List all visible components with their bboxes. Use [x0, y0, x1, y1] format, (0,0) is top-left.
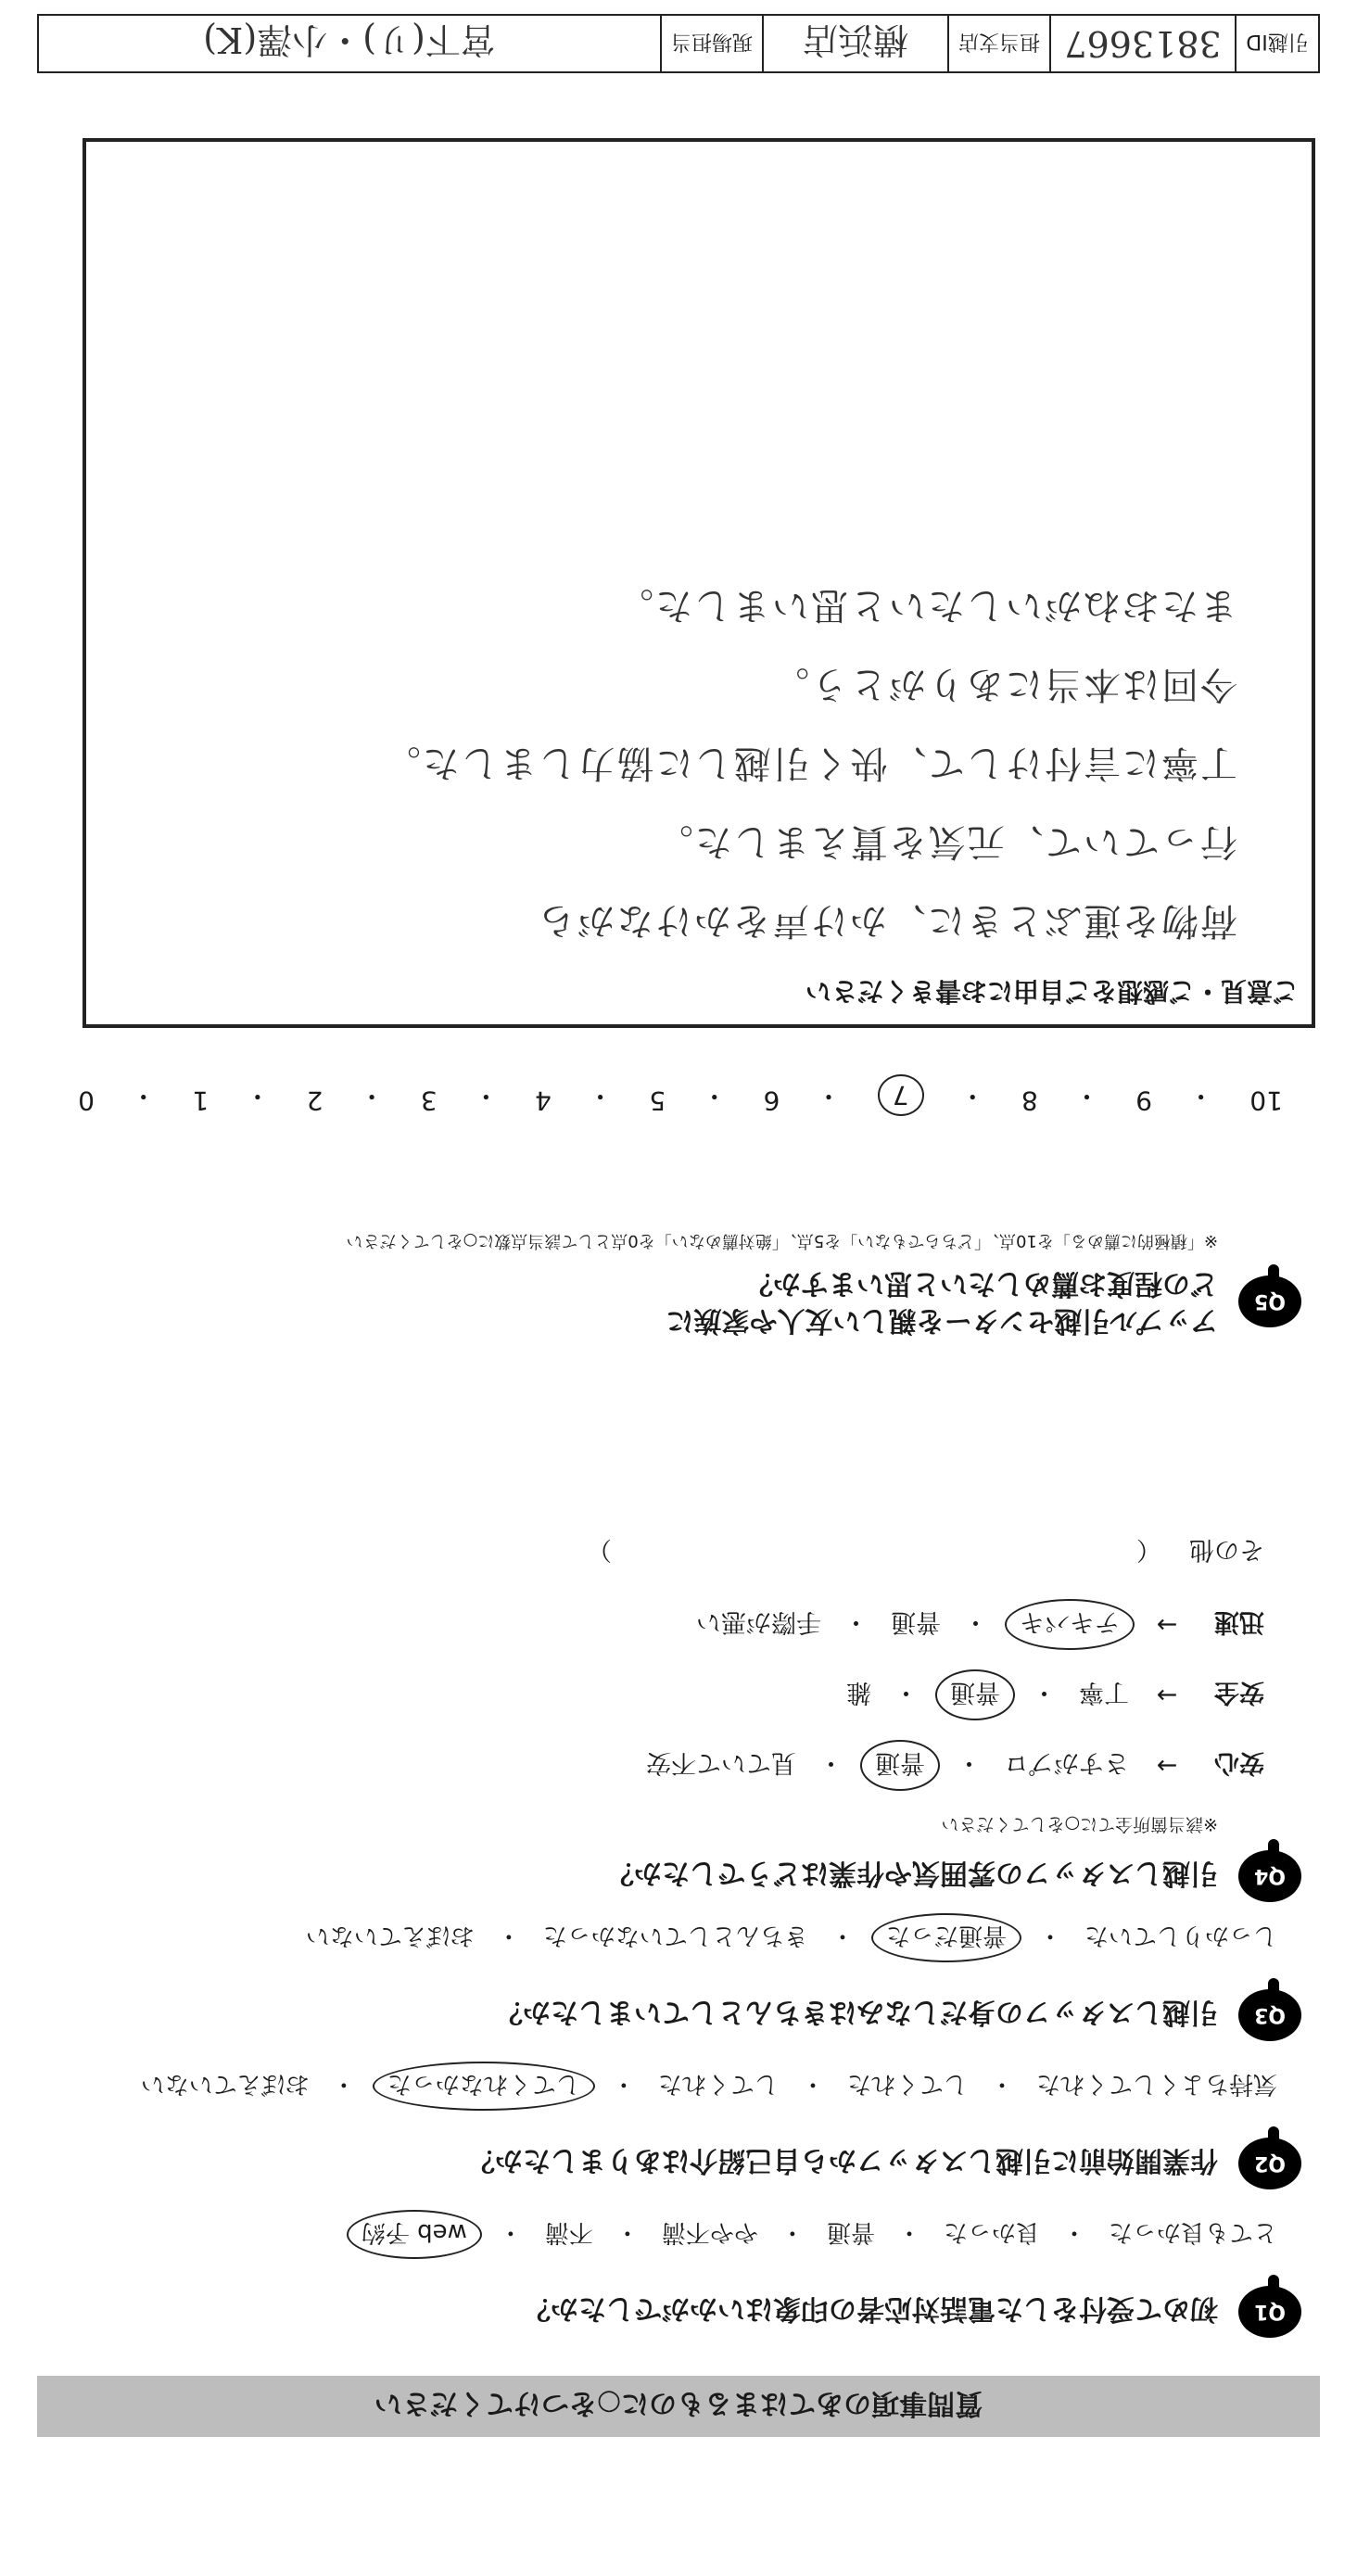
score-9[interactable]: 9 — [1135, 1085, 1152, 1116]
q4-row-label: 安心 — [1214, 1748, 1264, 1778]
q4-badge: Q4 — [1238, 1850, 1301, 1902]
arrow-icon: → — [1156, 1610, 1178, 1640]
q2-text: 作業開始前に引越しスタッフから自己紹介はありましたか？ — [467, 2144, 1218, 2176]
q5-text-line1: アップル引越センターを親しい友人や家族に — [666, 1304, 1218, 1337]
q4-jinsoku-option-2[interactable]: 普通 — [891, 1607, 941, 1637]
question-1 — [59, 2210, 1301, 2344]
question-5 — [59, 1230, 1301, 1343]
q1-options: とても良かった ・ 良かった ・ 普通 ・ やや不満 ・ 不満 ・ web 予約 — [59, 2210, 1283, 2259]
q4-other-label: その他 — [1189, 1535, 1264, 1564]
q4-row-anzen: 安全 → 丁寧 ・ 普通 ・ 雑 — [59, 1672, 1264, 1719]
staff-value: 宮下(リ)・小澤(K) — [203, 19, 496, 61]
branch-label: 担当支店 — [947, 16, 1049, 71]
q3-option-2-selected[interactable]: 普通だった — [871, 1913, 1021, 1962]
q2-badge: Q2 — [1238, 2138, 1301, 2189]
q2-option-1[interactable]: 気持ちよくしてくれた — [1035, 2070, 1277, 2098]
comment-line-4: 今回は本当にありがとう。 — [770, 663, 1237, 705]
q4-jinsoku-option-3[interactable]: 手際が悪い — [696, 1607, 821, 1637]
q1-badge: Q1 — [1238, 2286, 1301, 2338]
q1-option-4[interactable]: やや不満 — [661, 2218, 758, 2246]
q4-jinsoku-option-1-selected[interactable]: テキパキ — [1005, 1600, 1135, 1651]
staff-label: 現場担当 — [660, 16, 762, 71]
q4-row-jinsoku: 迅速 → テキパキ ・ 普通 ・ 手際が悪い — [59, 1602, 1264, 1648]
q1-option-1[interactable]: とても良かった — [1108, 2218, 1277, 2246]
q2-option-5[interactable]: おぼえていない — [140, 2070, 310, 2098]
q4-anzen-option-2-selected[interactable]: 普通 — [935, 1670, 1015, 1721]
q4-other — [59, 1534, 1264, 1570]
q4-anzen-option-3[interactable]: 雑 — [846, 1678, 871, 1707]
q4-anshin-option-3[interactable]: 見ていて不安 — [646, 1748, 796, 1778]
q2-option-4-selected[interactable]: してくれなかった — [373, 2062, 595, 2111]
q1-option-3[interactable]: 普通 — [826, 2218, 875, 2246]
q4-anzen-option-1[interactable]: 丁寧 — [1079, 1678, 1129, 1707]
q3-option-4[interactable]: おぼえていない — [305, 1922, 475, 1949]
q4-row-anshin: 安心 → さすがプロ ・ 普通 ・ 見ていて不安 — [59, 1743, 1264, 1789]
q5-text-line2: どの程度お薦めしたいと思いますか？ — [745, 1267, 1218, 1300]
q4-anshin-option-2-selected[interactable]: 普通 — [860, 1741, 940, 1792]
score-2[interactable]: 2 — [306, 1085, 323, 1116]
q3-text: 引越しスタッフの身だしなみはきちんとしていましたか？ — [495, 1996, 1218, 2028]
q3-option-3[interactable]: きちんとしていなかった — [542, 1922, 808, 1949]
score-6[interactable]: 6 — [763, 1085, 780, 1116]
comment-line-5: またおねがいしたいと思いました。 — [615, 584, 1237, 627]
q4-row-label: 迅速 — [1214, 1607, 1264, 1637]
q4-other-field[interactable] — [587, 1534, 1161, 1570]
q1-option-6-selected[interactable]: web 予約 — [347, 2210, 482, 2259]
q2-option-3[interactable]: してくれた — [657, 2070, 779, 2098]
q3-option-1[interactable]: しっかりしていた — [1084, 1922, 1277, 1949]
score-7-selected[interactable]: 7 — [878, 1074, 924, 1116]
q3-options: しっかりしていた ・ 普通だった ・ きちんとしていなかった ・ おぼえていない — [59, 1913, 1283, 1962]
instructions-banner: 質問事項のあてはまるものに○をつけてください — [37, 2376, 1320, 2437]
score-8[interactable]: 8 — [1021, 1085, 1038, 1116]
comment-line-2: 行っていて、元気を貰えました。 — [653, 820, 1237, 863]
score-3[interactable]: 3 — [420, 1085, 438, 1116]
comment-line-3: 丁寧に言付けして、快く引越しに協力しました。 — [381, 742, 1237, 784]
open-paren: （ — [1136, 1535, 1161, 1564]
score-4[interactable]: 4 — [535, 1085, 552, 1116]
q4-text: 引越しスタッフの雰囲気や作業はどうでしたか？ — [606, 1857, 1218, 1889]
q5-scale: 10 ・ 9 ・ 8 ・ 7 ・ 6 ・ 5 ・ 4 ・ 3 ・ 2 ・ 1 ・ 0 — [78, 1074, 1283, 1116]
q3-badge: Q3 — [1238, 1989, 1301, 2041]
score-0[interactable]: 0 — [78, 1085, 95, 1116]
branch-value: 横浜店 — [762, 16, 947, 71]
q5-note: ※「積極的に薦める」を10点、「どちらでもない」を5点、「絶対薦めない」を0点として該当点数に○をしてください — [346, 1231, 1218, 1250]
close-paren: ） — [587, 1535, 612, 1564]
q1-option-2[interactable]: 良かった — [943, 2218, 1040, 2246]
comment-box[interactable] — [82, 138, 1315, 1028]
question-2 — [59, 2062, 1301, 2196]
comment-title: ご意見・ご感想をご自由にお書きください — [805, 976, 1299, 1007]
score-10[interactable]: 10 — [1249, 1085, 1283, 1116]
q4-anshin-option-1[interactable]: さすがプロ — [1004, 1748, 1129, 1778]
q5-badge: Q5 — [1238, 1275, 1301, 1327]
q1-option-5[interactable]: 不満 — [544, 2218, 593, 2246]
q2-options: 気持ちよくしてくれた ・ してくれた ・ してくれた ・ してくれなかった ・ おぼえていない — [59, 2062, 1283, 2111]
q4-row-label: 安全 — [1214, 1678, 1264, 1707]
id-label: 引越ID — [1235, 16, 1318, 71]
score-1[interactable]: 1 — [192, 1085, 209, 1116]
question-3 — [59, 1913, 1301, 2048]
q1-text: 初めて受付をした電話対応者の印象はいかがでしたか？ — [523, 2292, 1218, 2325]
arrow-icon: → — [1156, 1751, 1178, 1781]
footer-table — [37, 14, 1320, 73]
score-5[interactable]: 5 — [649, 1085, 666, 1116]
arrow-icon: → — [1156, 1681, 1178, 1710]
question-4 — [59, 1534, 1301, 1909]
q2-option-2[interactable]: してくれた — [846, 2070, 968, 2098]
q4-note: ※該当箇所全てに○をしてください — [941, 1814, 1218, 1834]
comment-line-1: 荷物を運ぶときに、かけ声をかけながら — [537, 899, 1237, 942]
id-value: 3813667 — [1049, 16, 1235, 71]
